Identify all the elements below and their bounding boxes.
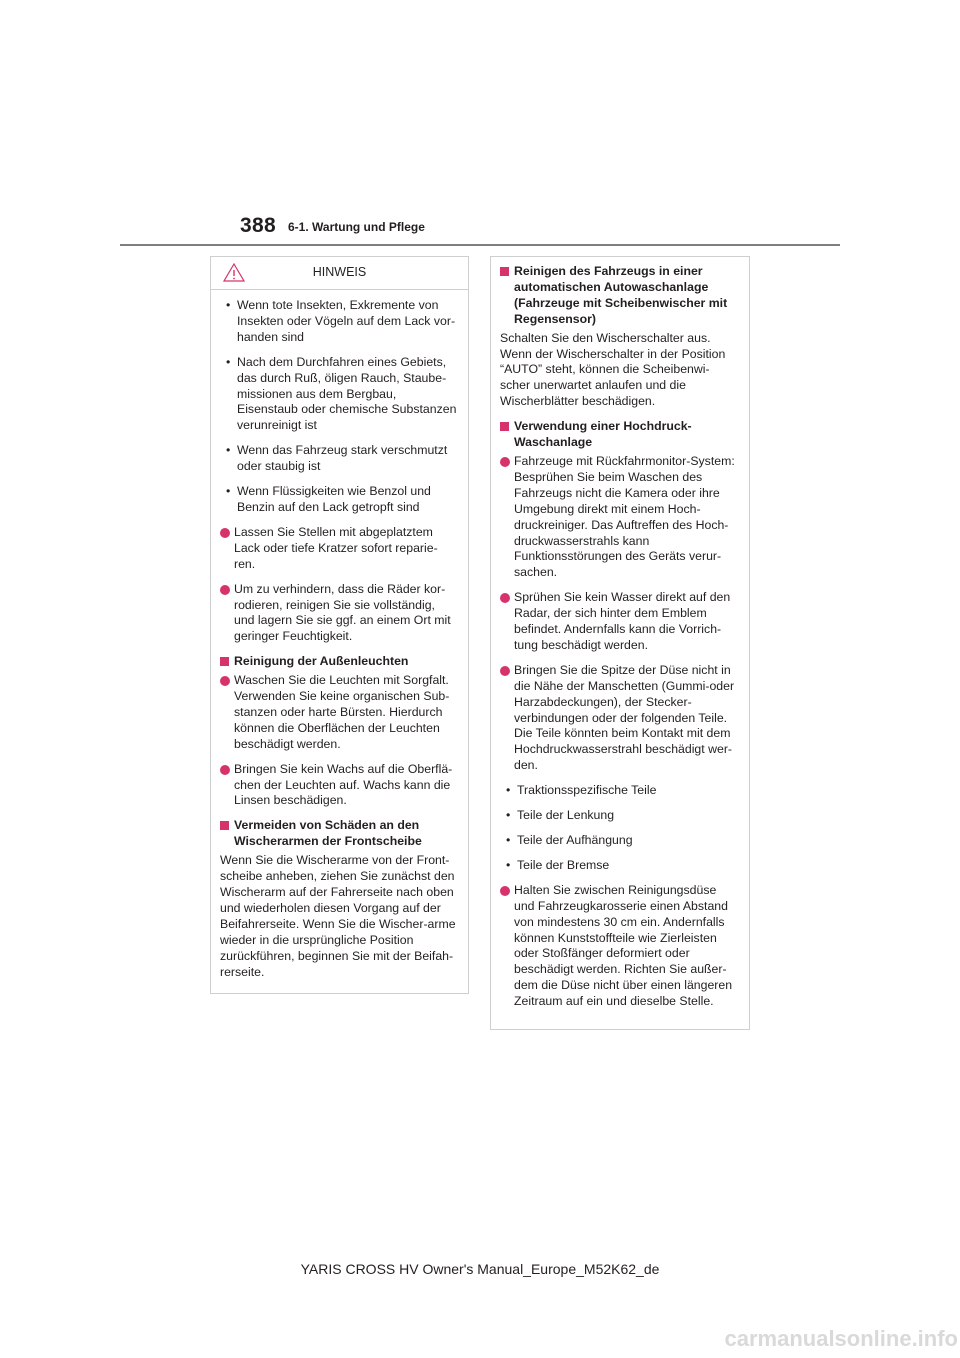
paragraph-wiper-arms: Wenn Sie die Wischerarme von der Front-scheibe anheben, ziehen Sie zunächst den Wischerarm auf der Fahrerseite nach oben und wiederholen diesen Vorgang auf der Beifahrerseite. Wenn Sie die Wischer-arme wieder in die ursprüngliche Position zurückführen, beginnen Sie mit der Beifah-rerseite. <box>220 853 456 979</box>
page-number: 388 <box>240 214 276 237</box>
header-rule <box>120 244 840 246</box>
list-item: Um zu verhindern, dass die Räder kor-rodieren, reinigen Sie sie vollständig, und lagern Sie sie ggf. an einem Ort mit geringer Feuchtigkeit. <box>220 582 458 646</box>
subsection-title-wiper-arms: Vermeiden von Schäden an den Wischerarmen der Frontscheibe <box>220 818 458 850</box>
list-item: • Teile der Lenkung <box>500 808 739 824</box>
warning-triangle-icon <box>223 263 245 282</box>
list-item: Bringen Sie die Spitze der Düse nicht in die Nähe der Manschetten (Gummi-oder Harzabdeckungen), der Stecker-verbindungen oder der folgenden Teile. Die Teile könnten beim Kontakt mit dem Hochdruckwasserstrahl beschädigt wer-den. <box>500 663 739 774</box>
list-item: Lassen Sie Stellen mit abgeplatztem Lack oder tiefe Kratzer sofort reparie-ren. <box>220 525 458 573</box>
list-item: • Wenn tote Insekten, Exkremente von Insekten oder Vögeln auf dem Lack vor-handen sind <box>220 298 458 346</box>
list-item: Bringen Sie kein Wachs auf die Oberflä-chen der Leuchten auf. Wachs kann die Linsen beschädigen. <box>220 762 458 810</box>
subsection-title-exterior-lights: Reinigung der Außenleuchten <box>220 654 458 670</box>
list-item: • Wenn Flüssigkeiten wie Benzol und Benzin auf den Lack getropft sind <box>220 484 458 516</box>
list-item: • Traktionsspezifische Teile <box>500 783 739 799</box>
list-item: Sprühen Sie kein Wasser direkt auf den Radar, der sich hinter dem Emblem befindet. Andernfalls kann die Vorrich-tung beschädigt werden. <box>500 590 739 654</box>
subsection-title-pressure-washer: Verwendung einer Hochdruck-Waschanlage <box>500 419 739 451</box>
continuation-box <box>490 256 750 1030</box>
footer-text: YARIS CROSS HV Owner's Manual_Europe_M52K62_de <box>300 1261 660 1277</box>
list-item: • Teile der Aufhängung <box>500 833 739 849</box>
list-item: • Nach dem Durchfahren eines Gebiets, das durch Ruß, öligen Rauch, Staube-missionen aus dem Bergbau, Eisenstaub oder chemische Substanzen verunreinigt ist <box>220 355 458 435</box>
watermark: carmanualsonline.info <box>724 1326 958 1351</box>
notice-heading: HINWEIS <box>312 265 367 279</box>
list-item: • Wenn das Fahrzeug stark verschmutzt oder staubig ist <box>220 443 458 475</box>
subsection-title-car-wash: Reinigen des Fahrzeugs in einer automatischen Autowaschanlage (Fahrzeuge mit Scheibenwischer mit Regensensor) <box>500 264 739 328</box>
notice-box <box>210 256 469 994</box>
paragraph-car-wash: Schalten Sie den Wischerschalter aus. Wenn der Wischerschalter in der Position “AUTO” steht, können die Scheibenwi-scher unerwartet anlaufen und die Wischerblätter beschädigen. <box>500 330 726 409</box>
list-item: Fahrzeuge mit Rückfahrmonitor-System: Besprühen Sie beim Waschen des Fahrzeugs nicht die Kamera oder ihre Umgebung direkt mit einem Hoch-druckreiniger. Das Auftreffen des Hoch-druckwasserstrahls kann Funktionsstörungen des Geräts verur-sachen. <box>500 454 739 581</box>
notice-header <box>211 257 468 290</box>
list-item: • Teile der Bremse <box>500 858 739 874</box>
section-title: 6-1. Wartung und Pflege <box>288 220 425 234</box>
list-item: Halten Sie zwischen Reinigungsdüse und Fahrzeugkarosserie einen Abstand von mindestens 30 cm ein. Andernfalls können Kunststoffteile wie Zierleisten oder Stoßfänger deformiert oder beschädigt werden. Richten Sie außer-dem die Düse nicht über einen längeren Zeitraum auf ein und dieselbe Stelle. <box>500 883 739 1010</box>
list-item: Waschen Sie die Leuchten mit Sorgfalt. Verwenden Sie keine organischen Sub-stanzen oder harte Bürsten. Hierdurch können die Oberflächen der Leuchten beschädigt werden. <box>220 673 458 753</box>
